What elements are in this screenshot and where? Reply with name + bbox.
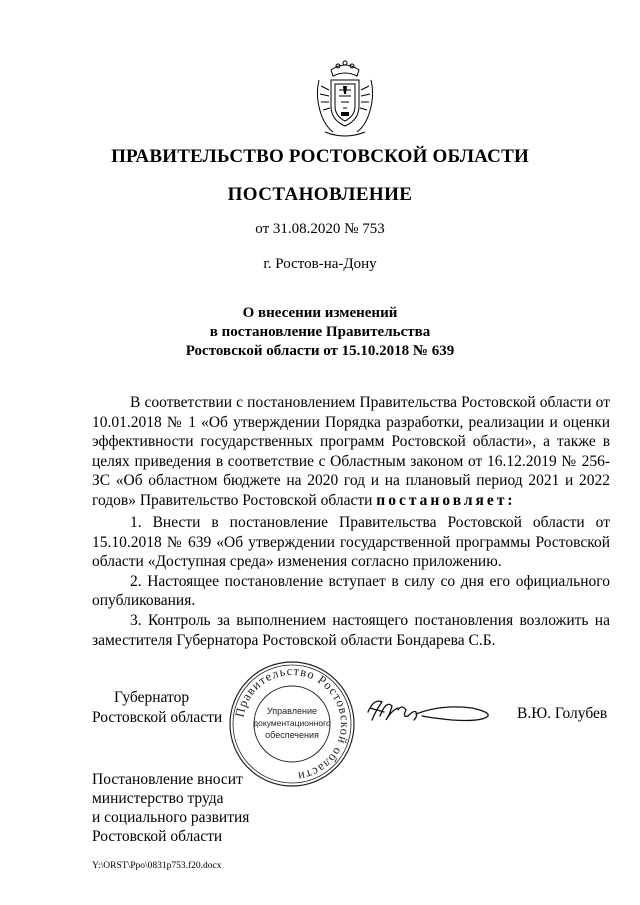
signer-name: В.Ю. Голубев bbox=[517, 705, 608, 722]
preamble-line: В соответствии с постановлением Правительства Ростовской области bbox=[130, 394, 592, 411]
preamble-line: эффективности государственных программ Ростовской области», а также bbox=[92, 433, 596, 451]
decree-word: постановляет: bbox=[376, 491, 516, 509]
submitter-note bbox=[92, 770, 249, 846]
preamble-text bbox=[92, 393, 610, 511]
stamp-inner-line: документационного bbox=[253, 718, 331, 728]
subject-line: О внесении изменений bbox=[242, 305, 398, 321]
document-type: ПОСТАНОВЛЕНИЕ bbox=[227, 184, 413, 205]
stamp-inner-line: обеспечения bbox=[265, 730, 319, 740]
stamp-seal bbox=[228, 660, 356, 788]
preamble-line: «Об областном бюджете на 2020 год и на плановый период 2021 и 2022 годов» bbox=[92, 472, 610, 509]
official-stamp bbox=[228, 660, 356, 788]
subject-line: Ростовской области от 15.10.2018 № 639 bbox=[185, 343, 455, 359]
signature-icon bbox=[362, 690, 494, 730]
signatory-title-line: Ростовской области bbox=[92, 708, 223, 726]
signatory-title bbox=[92, 688, 222, 727]
submitter-line: министерство труда bbox=[92, 790, 224, 807]
preamble-line: в целях приведения в соответствие с Областным законом от 16.12.2019 № 256-ЗС bbox=[92, 433, 611, 490]
document-date-number: от 31.08.2020 № 753 bbox=[255, 221, 385, 237]
document-city: г. Ростов-на-Дону bbox=[263, 256, 377, 272]
handwritten-signature bbox=[362, 690, 494, 730]
stamp-ring-text: Правительство Ростовской области bbox=[232, 663, 353, 784]
decree-item: 2. Настоящее постановление вступает в силу со дня его официального опубликования. bbox=[92, 572, 610, 610]
decree-item: 1. Внести в постановление Правительства Ростовской области от 15.10.2018 № 639 «Об утверждении государственной программы Ростовской области «Доступная среда» изменения согласно приложению. bbox=[92, 514, 610, 571]
submitter-line: Постановление вносит bbox=[92, 771, 243, 788]
preamble-paragraph bbox=[92, 393, 610, 511]
subject-line: в постановление Правительства bbox=[209, 324, 431, 340]
submitter-line: и социального развития bbox=[92, 809, 250, 826]
stamp-inner-line: Управление bbox=[266, 706, 318, 716]
organization-title: ПРАВИТЕЛЬСТВО РОСТОВСКОЙ ОБЛАСТИ bbox=[111, 146, 529, 167]
decree-items bbox=[92, 513, 610, 650]
coat-of-arms-emblem bbox=[311, 56, 379, 140]
decree-item: 3. Контроль за выполнением настоящего постановления возложить на заместителя Губернатора Ростовской области Бондарева С.Б. bbox=[92, 611, 610, 649]
signatory-title-line: Губернатор bbox=[114, 689, 190, 706]
document-subject bbox=[0, 304, 640, 361]
submitter-line: Ростовской области bbox=[92, 828, 223, 845]
preamble-line: от 10.01.2018 № 1 «Об утверждении Порядка разработки, реализации и оценки bbox=[92, 394, 610, 431]
coat-of-arms-icon bbox=[311, 56, 379, 140]
file-path: Y:\ORST\Ppo\0831p753.f20.docx bbox=[92, 861, 222, 871]
preamble-line: Правительство Ростовской области bbox=[139, 491, 373, 509]
